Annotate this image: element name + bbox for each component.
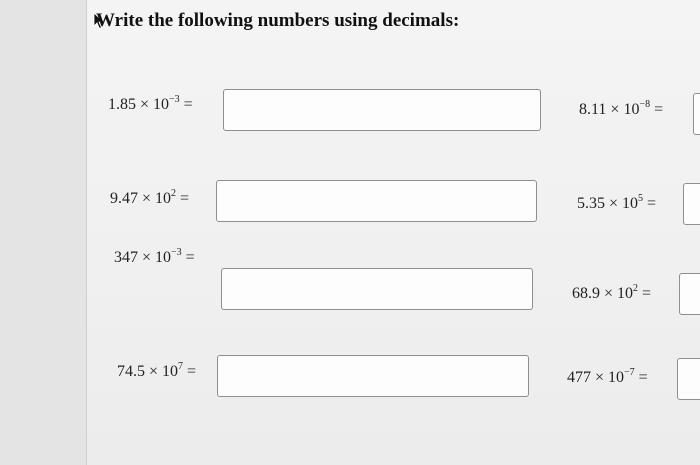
answer-input[interactable] [683, 183, 700, 225]
answer-input[interactable] [693, 93, 700, 135]
problem-expression: $74.5 \times 10^7$ = [117, 361, 197, 380]
problem-expression: $68.9 \times 10^2$ = [572, 283, 652, 302]
left-margin [0, 0, 87, 465]
answer-input[interactable] [216, 180, 537, 222]
answer-input[interactable] [221, 268, 533, 310]
answer-input[interactable] [677, 358, 700, 400]
answer-input[interactable] [679, 273, 700, 315]
problem-expression: $5.35 \times 10^5$ = [577, 193, 657, 212]
problem-expression: $1.85 \times 10^{-3}$ = [108, 94, 193, 113]
problem-expression: $347 \times 10^{-3}$ = [114, 247, 195, 266]
answer-input[interactable] [223, 89, 541, 131]
instruction-text: Write the following numbers using decimals: [96, 10, 460, 31]
problem-expression: $8.11 \times 10^{-8}$ = [579, 99, 664, 118]
problem-expression: $9.47 \times 10^2$ = [110, 188, 190, 207]
problem-expression: $477 \times 10^{-7}$ = [567, 367, 648, 386]
answer-input[interactable] [217, 355, 529, 397]
